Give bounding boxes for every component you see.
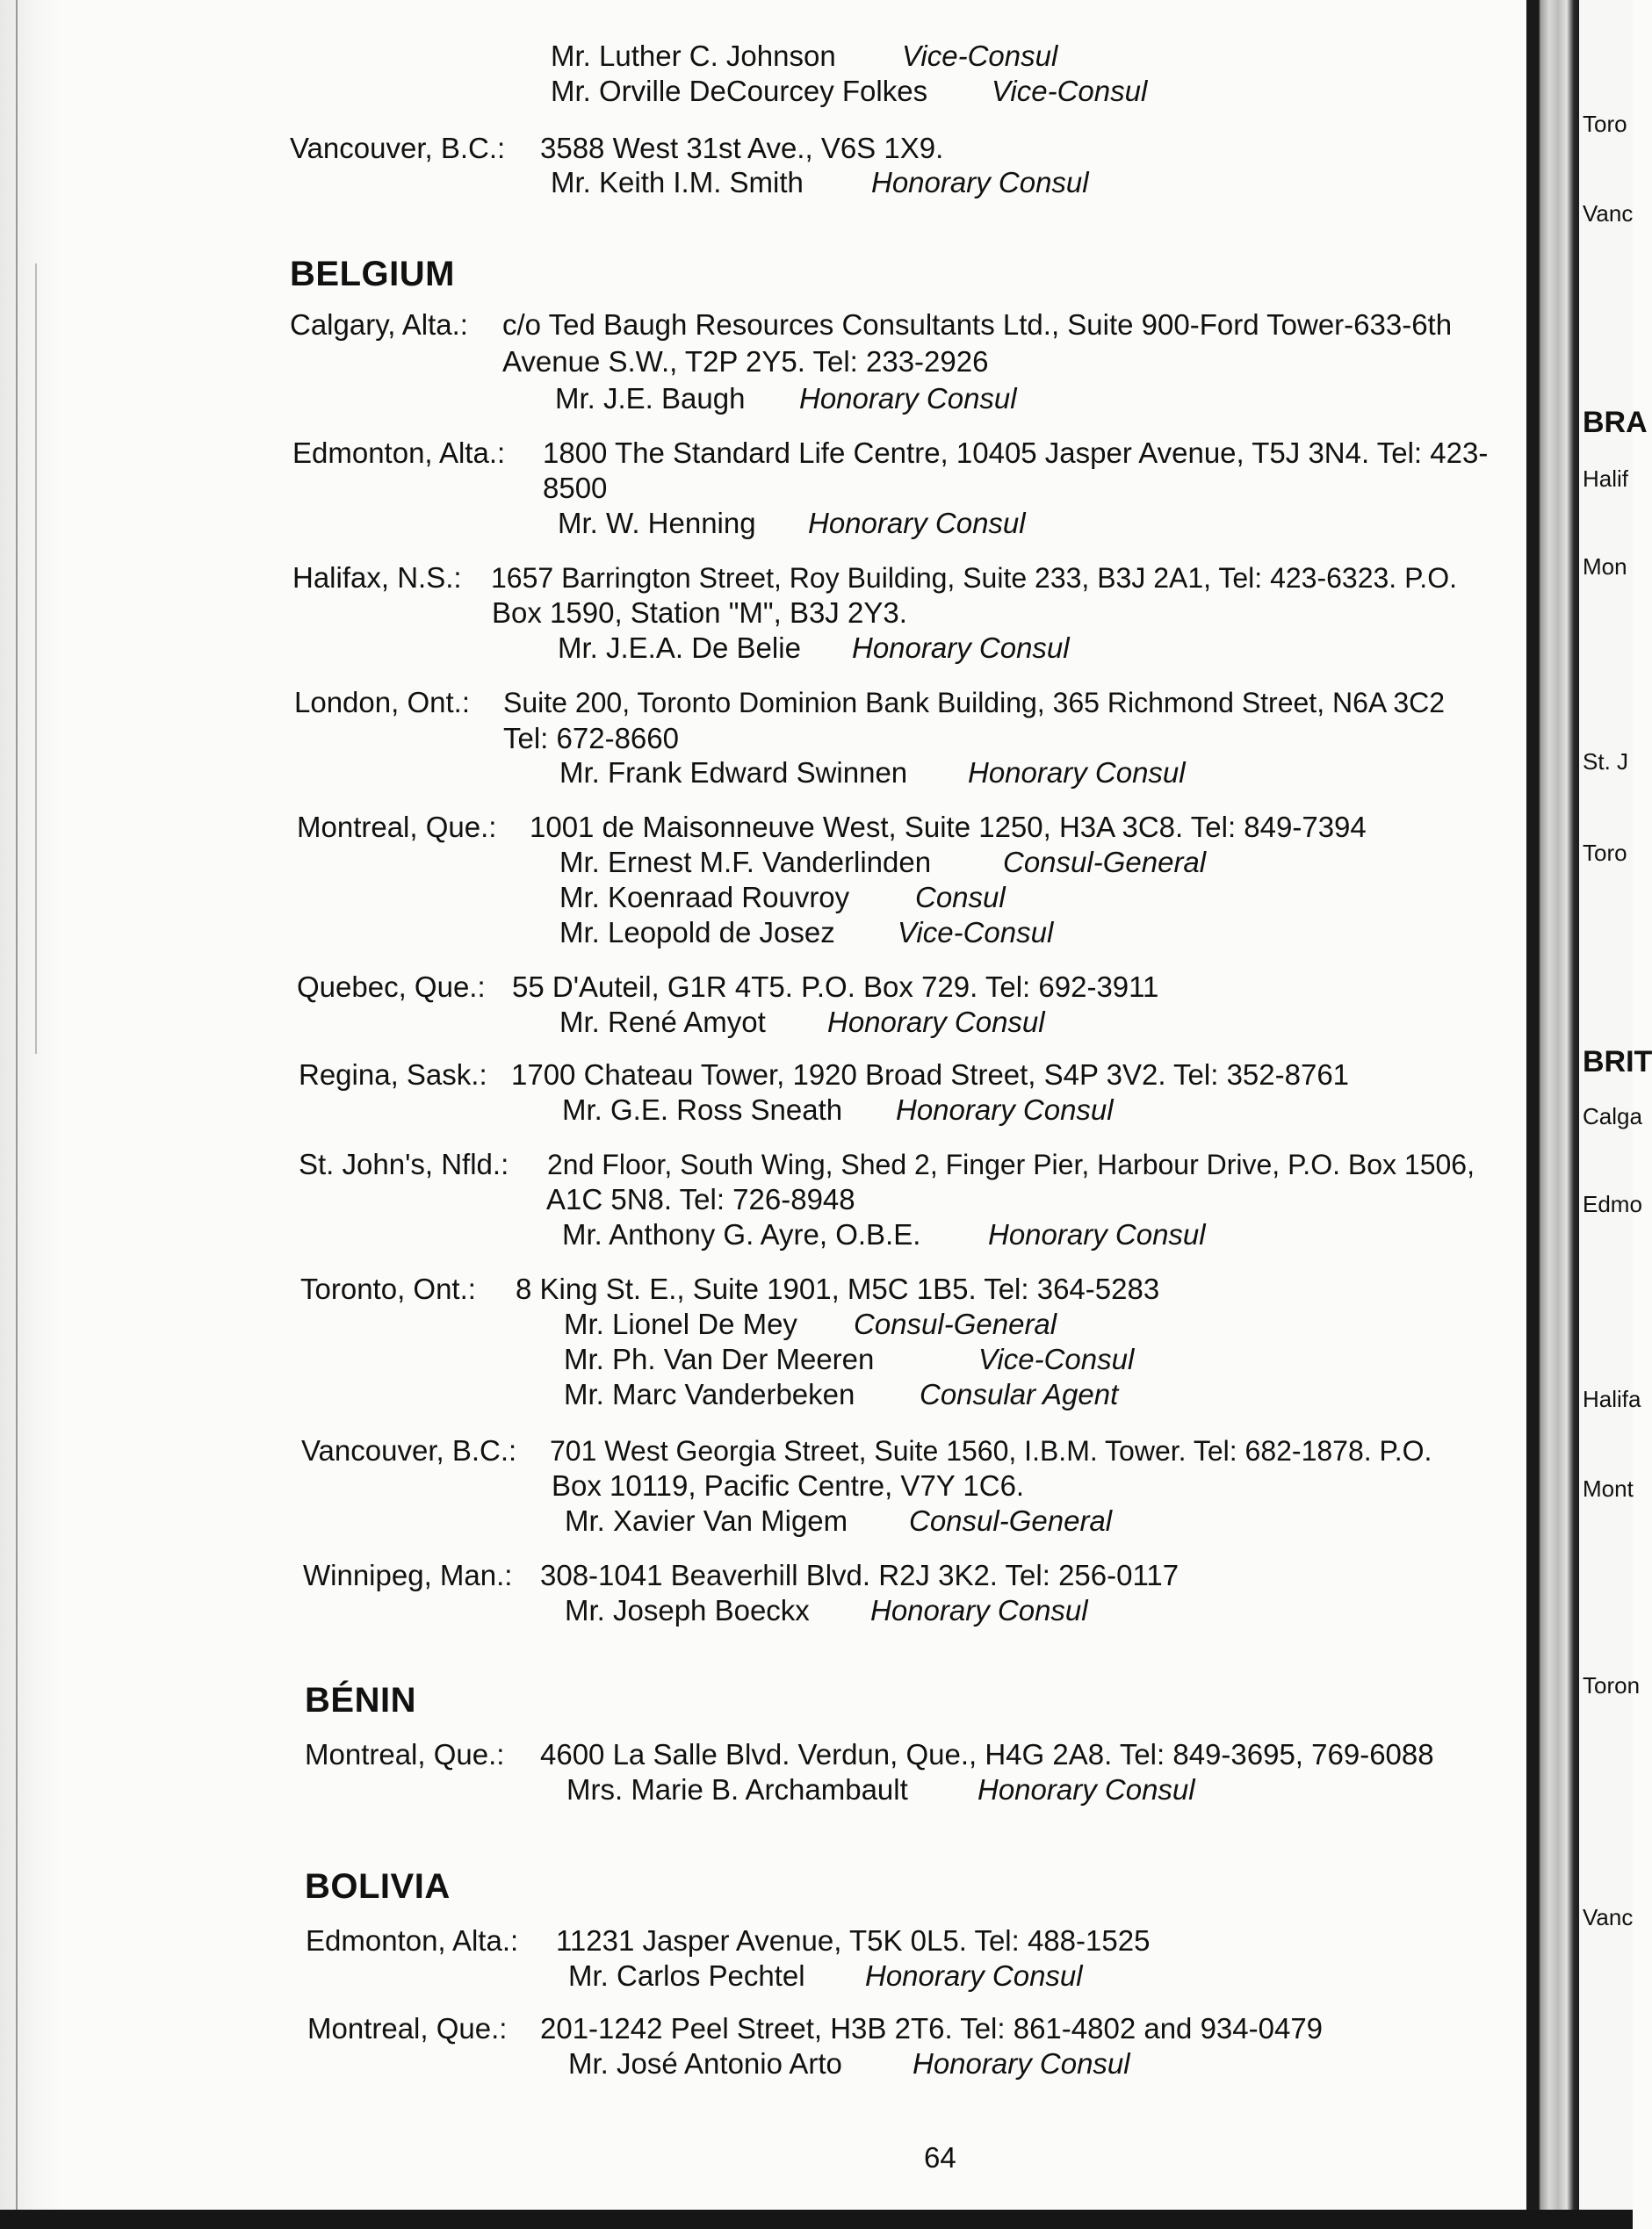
address-line: Suite 200, Toronto Dominion Bank Building, 365 Richmond Street, N6A 3C2 (503, 687, 1446, 718)
address-line: A1C 5N8. Tel: 726-8948 (546, 1183, 855, 1215)
person-line (564, 1377, 1119, 1412)
person-name: Mr. J.E. Baugh (555, 382, 746, 415)
person-role: Consul-General (854, 1308, 1057, 1340)
city-label: Regina, Sask.: (299, 1058, 487, 1091)
country-heading: BELGIUM (290, 255, 455, 293)
person-name: Mr. Keith I.M. Smith (551, 166, 804, 198)
fragment-text: BRIT (1583, 1045, 1652, 1078)
city-label: Montreal, Que.: (307, 2012, 508, 2045)
person-line (565, 1504, 1113, 1539)
person-name: Mr. Ph. Van Der Meeren (564, 1343, 875, 1375)
page-number: 64 (924, 2141, 956, 2174)
person-name: Mr. Ernest M.F. Vanderlinden (559, 846, 932, 878)
fragment-text: Calga (1583, 1103, 1642, 1129)
person-role: Consul-General (909, 1504, 1113, 1537)
person-name: Mr. Carlos Pechtel (568, 1959, 805, 1992)
person-role: Honorary Consul (865, 1959, 1083, 1992)
person-role: Honorary Consul (799, 382, 1017, 415)
person-name: Mr. Joseph Boeckx (565, 1594, 810, 1627)
person-role: Vice-Consul (978, 1343, 1135, 1375)
city-line (292, 560, 1457, 595)
person-name: Mr. Marc Vanderbeken (564, 1378, 855, 1410)
address-line: 1657 Barrington Street, Roy Building, Suite 233, B3J 2A1, Tel: 423-6323. P.O. (491, 562, 1457, 594)
person-line (551, 74, 1148, 109)
person-line (564, 1307, 1057, 1342)
city-label: St. John's, Nfld.: (299, 1148, 509, 1180)
city-label: Halifax, N.S.: (292, 561, 462, 594)
person-line (558, 506, 1026, 541)
city-line (290, 307, 1453, 343)
address-line: 1700 Chateau Tower, 1920 Broad Street, S4P 3V2. Tel: 352-8761 (511, 1058, 1350, 1091)
fragment-text: Toron (1583, 1672, 1641, 1699)
person-line (559, 915, 1054, 950)
address-line: 4600 La Salle Blvd. Verdun, Que., H4G 2A8. Tel: 849-3695, 769-6088 (540, 1738, 1434, 1771)
person-name: Mr. Frank Edward Swinnen (559, 756, 908, 789)
address-line: c/o Ted Baugh Resources Consultants Ltd., Suite 900-Ford Tower-633-6th (502, 308, 1453, 341)
address-line: 1001 de Maisonneuve West, Suite 1250, H3A 3C8. Tel: 849-7394 (530, 811, 1367, 843)
city-label: Montreal, Que.: (305, 1738, 505, 1771)
person-name: Mr. Koenraad Rouvroy (559, 881, 850, 913)
city-line (306, 1923, 1151, 1958)
person-line (559, 1005, 1045, 1040)
address-line: 3588 West 31st Ave., V6S 1X9. (540, 132, 944, 164)
city-label: Vancouver, B.C.: (290, 132, 506, 164)
person-name: Mrs. Marie B. Archambault (566, 1773, 908, 1806)
person-role: Honorary Consul (988, 1218, 1206, 1251)
person-role: Consul (915, 881, 1006, 913)
person-role: Honorary Consul (913, 2047, 1130, 2080)
person-role: Honorary Consul (852, 631, 1070, 664)
address-line: 701 West Georgia Street, Suite 1560, I.B.M. Tower. Tel: 682-1878. P.O. (550, 1435, 1432, 1467)
person-role: Honorary Consul (968, 756, 1186, 789)
city-label: Winnipeg, Man.: (303, 1559, 513, 1591)
city-line (307, 2011, 1324, 2046)
person-line (568, 1958, 1083, 1994)
person-role: Vice-Consul (898, 916, 1054, 949)
person-name: Mr. Leopold de Josez (559, 916, 835, 949)
fragment-text: Toro (1583, 840, 1627, 866)
city-line (301, 1433, 1432, 1468)
city-label: Toronto, Ont.: (300, 1273, 476, 1305)
address-line: 308-1041 Beaverhill Blvd. R2J 3K2. Tel: 256-0117 (540, 1559, 1179, 1591)
fragment-text: Toro (1583, 111, 1627, 137)
person-name: Mr. G.E. Ross Sneath (562, 1093, 843, 1126)
person-role: Honorary Consul (808, 507, 1026, 539)
person-line (564, 1342, 1135, 1377)
book-spine (1526, 0, 1579, 2229)
person-line (566, 1772, 1195, 1807)
city-line (294, 685, 1446, 720)
person-line (555, 381, 1017, 416)
person-role: Vice-Consul (992, 75, 1148, 107)
country-heading: BOLIVIA (305, 1867, 451, 1906)
person-line (559, 880, 1006, 915)
city-label: London, Ont.: (294, 686, 470, 718)
city-line (290, 131, 944, 166)
person-name: Mr. Xavier Van Migem (565, 1504, 848, 1537)
address-line: 55 D'Auteil, G1R 4T5. P.O. Box 729. Tel: 692-3911 (512, 970, 1159, 1003)
person-name: Mr. J.E.A. De Belie (558, 631, 801, 664)
fragment-text: Halif (1583, 465, 1629, 492)
person-name: Mr. Anthony G. Ayre, O.B.E. (562, 1218, 921, 1251)
fragment-text: Vanc (1583, 1904, 1634, 1930)
city-label: Edmonton, Alta.: (306, 1924, 519, 1957)
address-line: Box 10119, Pacific Centre, V7Y 1C6. (552, 1469, 1025, 1502)
fragment-text: BRA (1583, 406, 1648, 439)
page-bottom-edge (0, 2210, 1633, 2229)
person-role: Consular Agent (920, 1378, 1119, 1410)
fragment-text: Mon (1583, 553, 1627, 580)
person-name: Mr. Orville DeCourcey Folkes (551, 75, 928, 107)
city-line (299, 1057, 1350, 1093)
person-role: Vice-Consul (902, 40, 1058, 72)
person-role: Honorary Consul (977, 1773, 1195, 1806)
person-role: Honorary Consul (827, 1006, 1045, 1038)
fragment-text: Edmo (1583, 1191, 1642, 1217)
person-name: Mr. Lionel De Mey (564, 1308, 797, 1340)
address-line: 8500 (543, 472, 608, 504)
city-label: Vancouver, B.C.: (301, 1434, 517, 1467)
city-line (300, 1272, 1160, 1307)
person-line (565, 1593, 1088, 1628)
page-left-margin (0, 0, 61, 2229)
address-line: 2nd Floor, South Wing, Shed 2, Finger Pier, Harbour Drive, P.O. Box 1506, (547, 1149, 1475, 1180)
person-name: Mr. René Amyot (559, 1006, 766, 1038)
city-line (297, 810, 1367, 845)
person-role: Consul-General (1003, 846, 1207, 878)
person-role: Honorary Consul (896, 1093, 1114, 1126)
fragment-text: Halifa (1583, 1386, 1641, 1412)
person-name: Mr. Luther C. Johnson (551, 40, 836, 72)
person-line (559, 755, 1186, 790)
person-line (551, 165, 1089, 200)
person-line (551, 39, 1058, 74)
person-role: Honorary Consul (870, 1594, 1088, 1627)
fragment-text: Vanc (1583, 200, 1634, 227)
city-label: Quebec, Que.: (297, 970, 486, 1003)
city-line (299, 1147, 1475, 1182)
city-label: Calgary, Alta.: (290, 308, 468, 341)
person-line (559, 845, 1207, 880)
address-line: 201-1242 Peel Street, H3B 2T6. Tel: 861-4802 and 934-0479 (540, 2012, 1324, 2045)
city-line (305, 1737, 1434, 1772)
person-name: Mr. José Antonio Arto (568, 2047, 842, 2080)
city-line (292, 436, 1489, 471)
person-name: Mr. W. Henning (558, 507, 756, 539)
country-heading: BÉNIN (305, 1681, 416, 1720)
person-line (558, 631, 1070, 666)
fragment-text: St. J (1583, 748, 1629, 775)
address-line: Tel: 672-8660 (503, 722, 679, 754)
address-line: 11231 Jasper Avenue, T5K 0L5. Tel: 488-1525 (556, 1924, 1151, 1957)
person-line (562, 1093, 1114, 1128)
city-line (297, 970, 1159, 1005)
address-line: 8 King St. E., Suite 1901, M5C 1B5. Tel: 364-5283 (516, 1273, 1160, 1305)
city-label: Edmonton, Alta.: (292, 436, 506, 469)
city-label: Montreal, Que.: (297, 811, 497, 843)
fragment-text: Mont (1583, 1475, 1634, 1502)
person-line (568, 2046, 1130, 2081)
address-line: 1800 The Standard Life Centre, 10405 Jasper Avenue, T5J 3N4. Tel: 423- (543, 436, 1489, 469)
city-line (303, 1558, 1179, 1593)
adjacent-page-fragment (1579, 0, 1652, 2210)
person-role: Honorary Consul (871, 166, 1089, 198)
address-line: Avenue S.W., T2P 2Y5. Tel: 233-2926 (502, 345, 989, 378)
address-line: Box 1590, Station "M", B3J 2Y3. (492, 596, 907, 629)
person-line (562, 1217, 1206, 1252)
